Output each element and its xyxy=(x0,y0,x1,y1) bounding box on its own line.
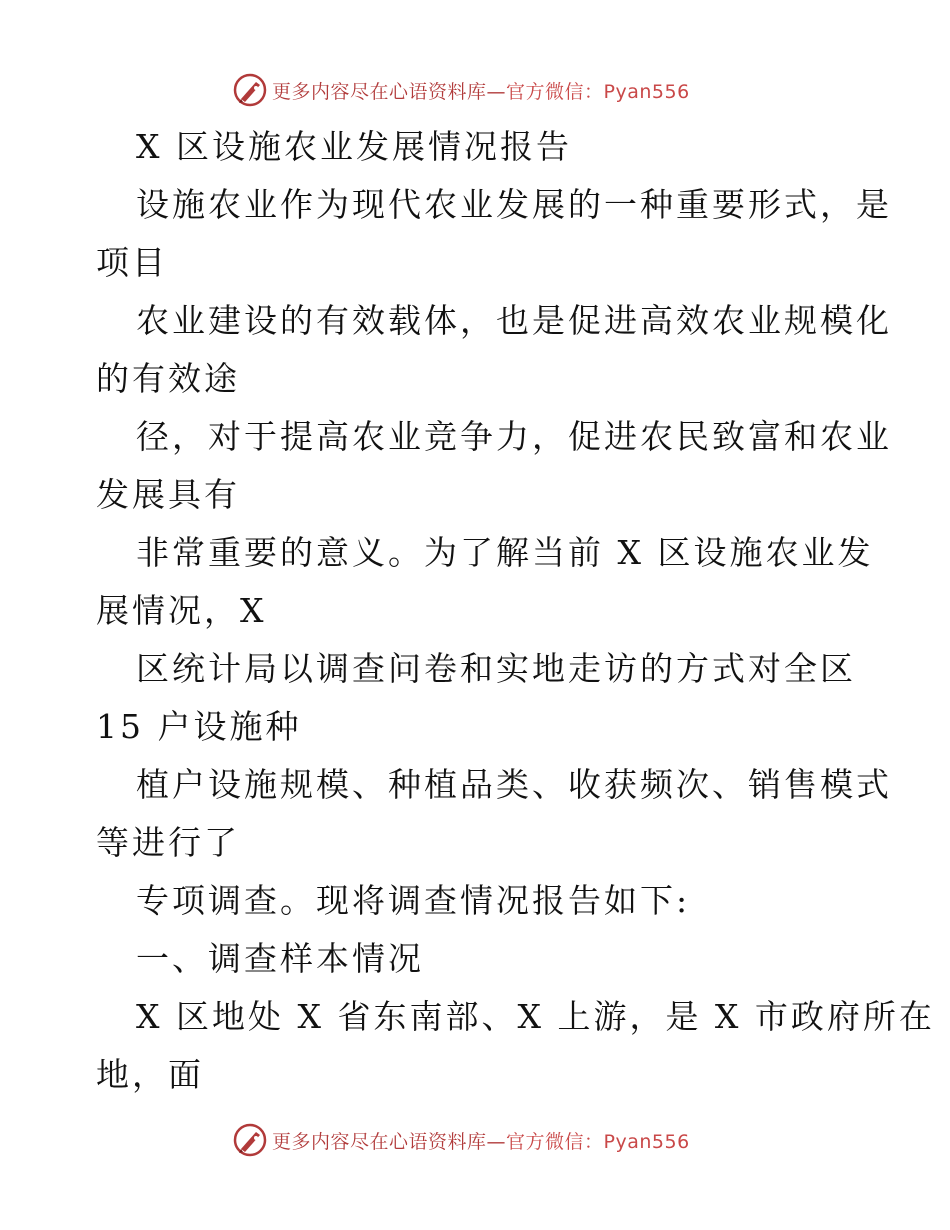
document-text-line: 设施农业作为现代农业发展的一种重要形式，是 xyxy=(136,185,892,224)
document-text-line: 专项调查。现将调查情况报告如下: xyxy=(136,881,691,920)
document-text-line: 地，面 xyxy=(96,1055,204,1094)
pen-logo-icon xyxy=(232,72,268,108)
watermark-dash: — xyxy=(486,80,507,103)
document-text-line: 区统计局以调查问卷和实地走访的方式对全区 xyxy=(136,649,856,688)
document-text-line: 植户设施规模、种植品类、收获频次、销售模式 xyxy=(136,765,892,804)
document-text-line: 的有效途 xyxy=(96,359,240,398)
watermark-dash: — xyxy=(486,1130,507,1153)
document-text-line: 展情况，X xyxy=(96,591,267,630)
watermark-banner-top xyxy=(232,70,732,110)
document-text-line: 发展具有 xyxy=(96,475,240,514)
pen-logo-icon xyxy=(232,1122,268,1158)
document-text-line: 非常重要的意义。为了解当前 X 区设施农业发 xyxy=(136,533,874,572)
document-text-line: 等进行了 xyxy=(96,823,240,862)
watermark-wechat-text: 官方微信：Pyan556 xyxy=(506,80,690,103)
watermark-main-text: 更多内容尽在心语资料库 xyxy=(272,80,487,103)
watermark-banner-bottom xyxy=(232,1120,732,1160)
document-text-line: 项目 xyxy=(96,243,168,282)
document-text-line: 农业建设的有效载体，也是促进高效农业规模化 xyxy=(136,301,892,340)
document-text-line: 径，对于提高农业竞争力，促进农民致富和农业 xyxy=(136,417,892,456)
watermark-text xyxy=(272,77,690,104)
document-title-line: X 区设施农业发展情况报告 xyxy=(136,127,572,166)
document-text-line: 一、调查样本情况 xyxy=(136,939,424,978)
document-body xyxy=(96,118,935,1104)
document-text-line: 15 户设施种 xyxy=(96,707,302,746)
watermark-main-text: 更多内容尽在心语资料库 xyxy=(272,1130,487,1153)
document-text-line: X 区地处 X 省东南部、X 上游，是 X 市政府所在 xyxy=(136,997,935,1036)
watermark-text xyxy=(272,1127,690,1154)
watermark-wechat-text: 官方微信：Pyan556 xyxy=(506,1130,690,1153)
